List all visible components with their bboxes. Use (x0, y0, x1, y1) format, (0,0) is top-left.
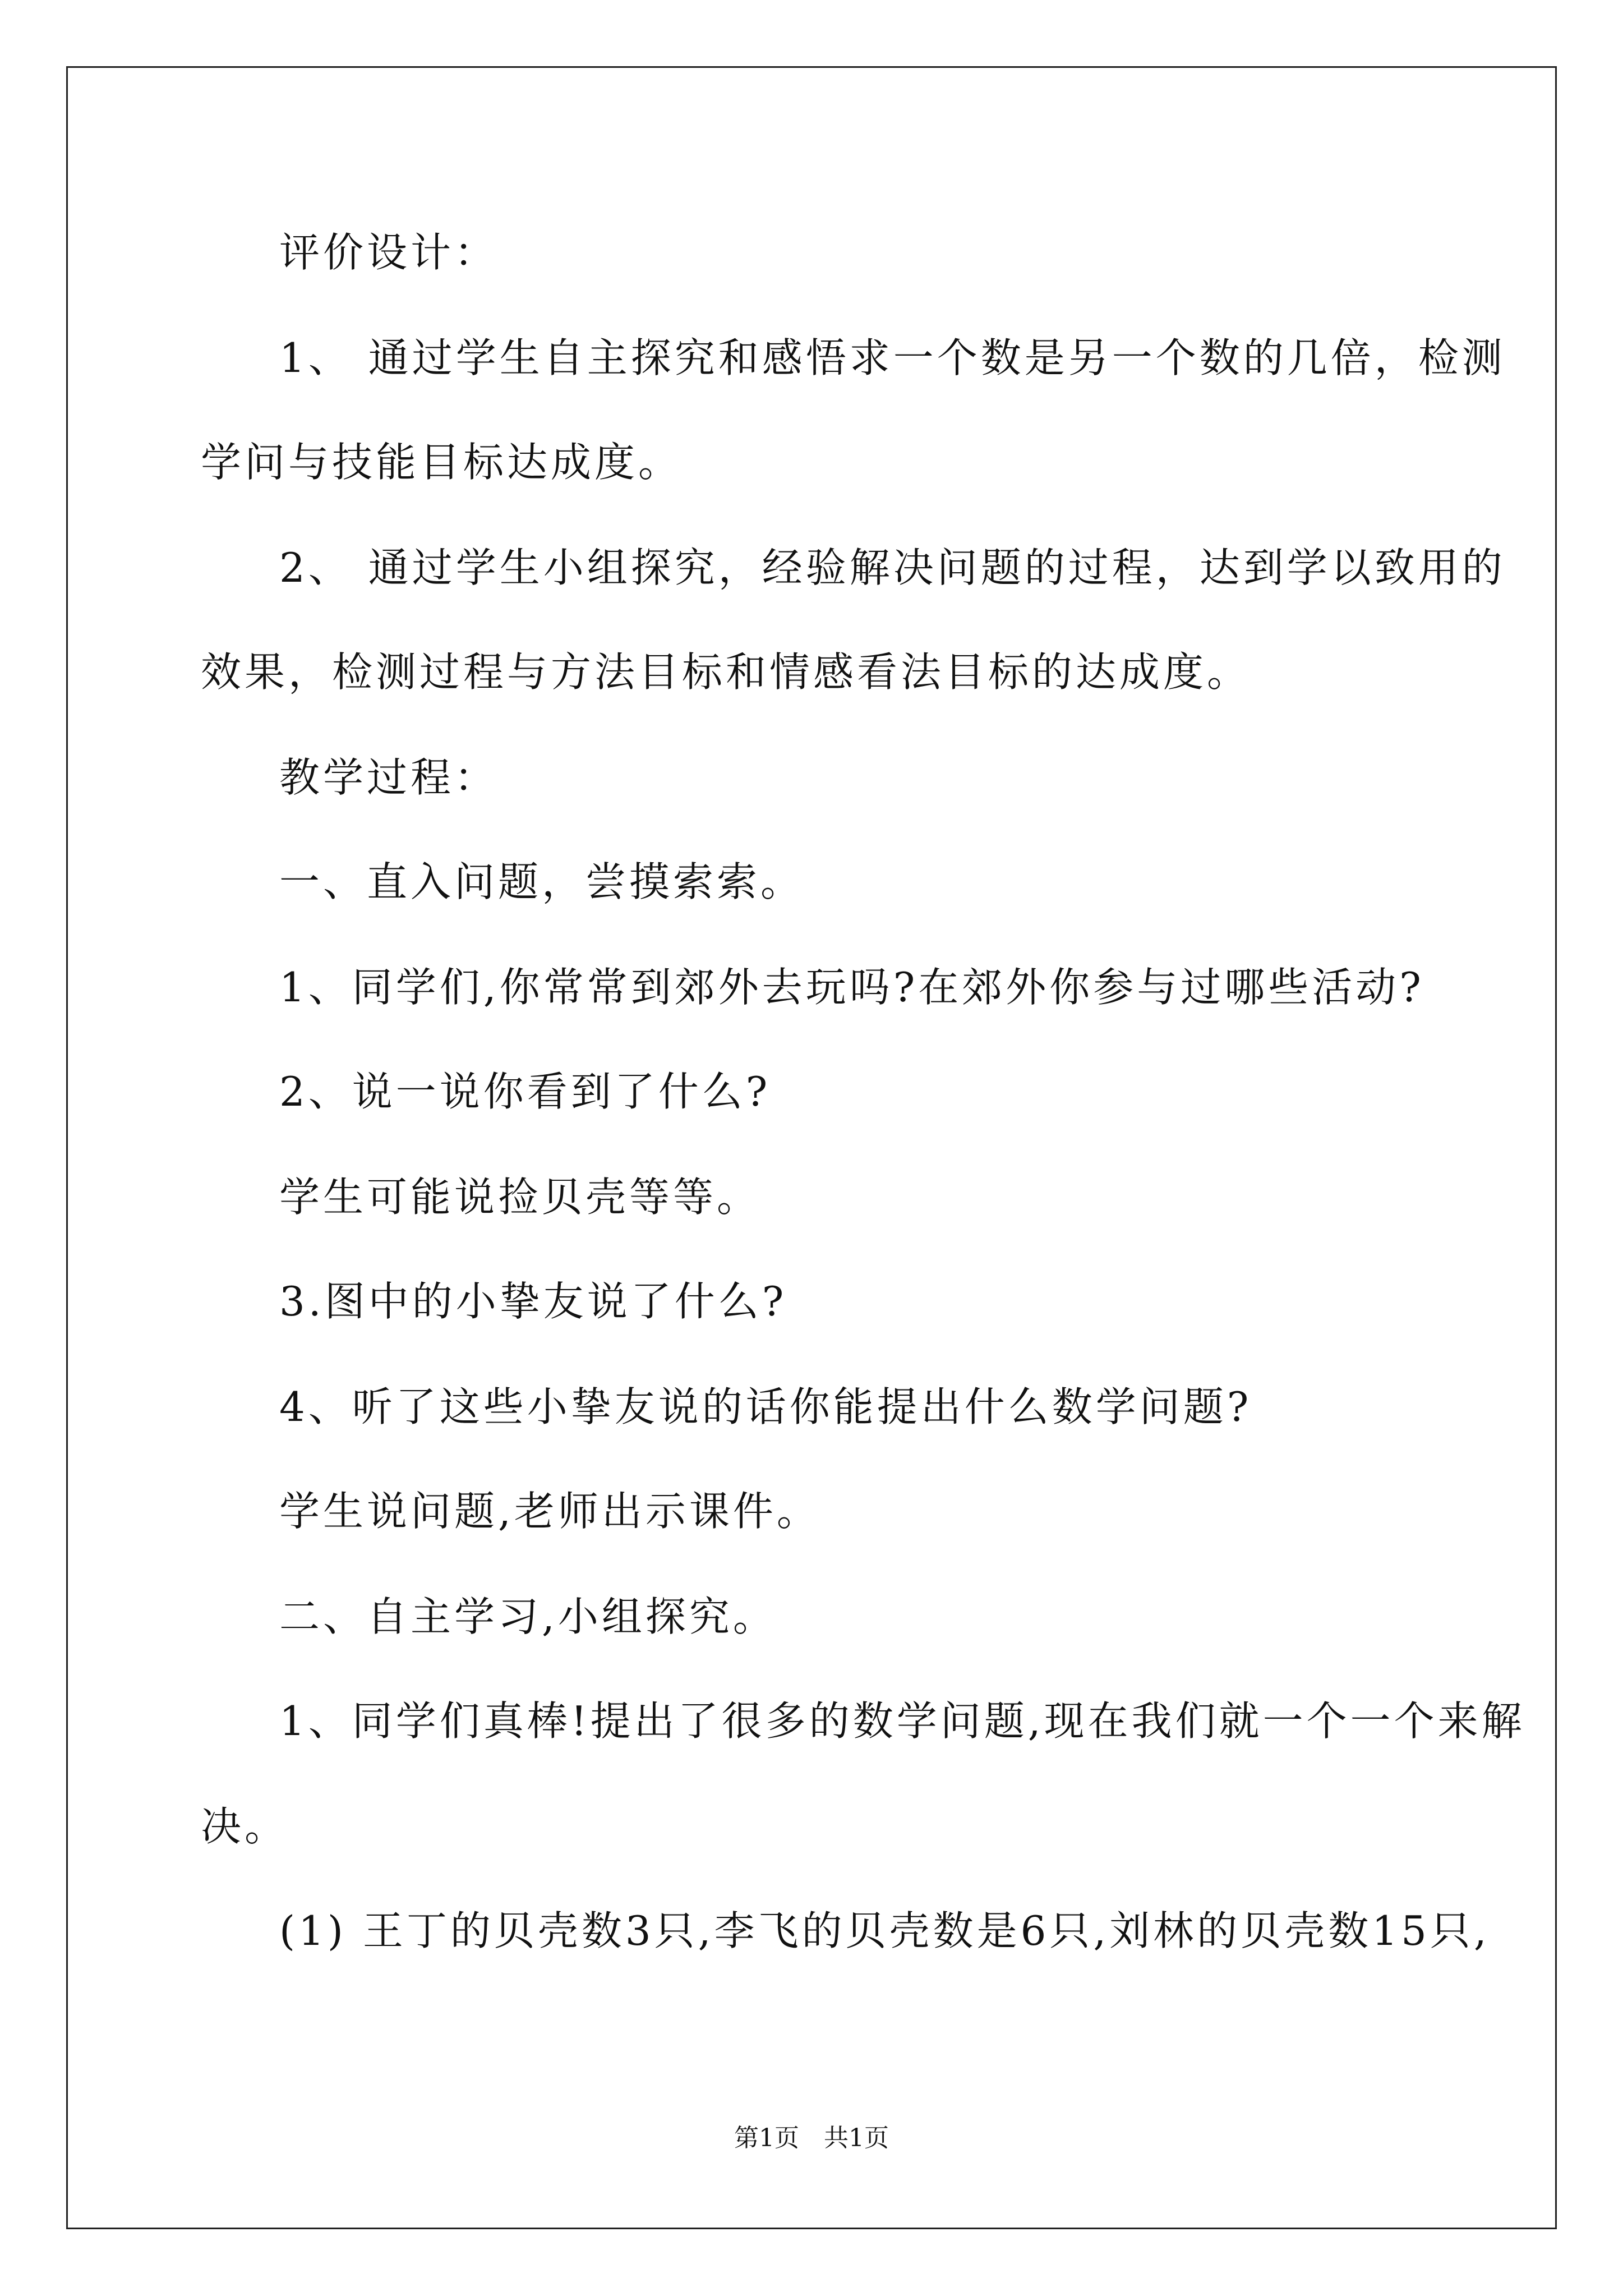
paragraph-line: 1、 通过学生自主探究和感悟求一个数是另一个数的几倍，检测 (279, 334, 1506, 381)
page-footer (0, 2126, 1623, 2151)
paragraph-line: 2、说一说你看到了什么? (279, 1068, 771, 1115)
page-number: 第1页 (734, 2124, 799, 2152)
section-heading: 一、直入问题，尝摸索索。 (279, 858, 805, 905)
section-heading: 二、自主学习,小组探究。 (279, 1593, 777, 1640)
heading-evaluation-design: 评价设计： (279, 229, 499, 276)
paragraph-line: 决。 (201, 1803, 289, 1850)
paragraph-line: 4、听了这些小挚友说的话你能提出什么数学问题? (279, 1383, 1252, 1430)
paragraph-line: 学生可能说捡贝壳等等。 (279, 1174, 761, 1221)
paragraph-line: 2、 通过学生小组探究，经验解决问题的过程，达到学以致用的 (279, 544, 1506, 591)
paragraph-line: 1、同学们,你常常到郊外去玩吗?在郊外你参与过哪些活动? (279, 964, 1424, 1011)
paragraph-line: 3.图中的小挚友说了什么? (279, 1278, 787, 1325)
page-total: 共1页 (824, 2124, 889, 2152)
heading-teaching-process: 教学过程： (279, 754, 499, 801)
paragraph-line: 学生说问题,老师出示课件。 (279, 1488, 820, 1535)
paragraph-line: 效果，检测过程与方法目标和情感看法目标的达成度。 (201, 648, 1251, 696)
paragraph-line: 学问与技能目标达成度。 (201, 439, 683, 486)
paragraph-line: (1) 王丁的贝壳数3只,李飞的贝壳数是6只,刘林的贝壳数15只, (279, 1907, 1490, 1954)
paragraph-line: 1、同学们真棒!提出了很多的数学问题,现在我们就一个一个来解 (279, 1697, 1525, 1745)
page-border (66, 66, 1557, 2229)
